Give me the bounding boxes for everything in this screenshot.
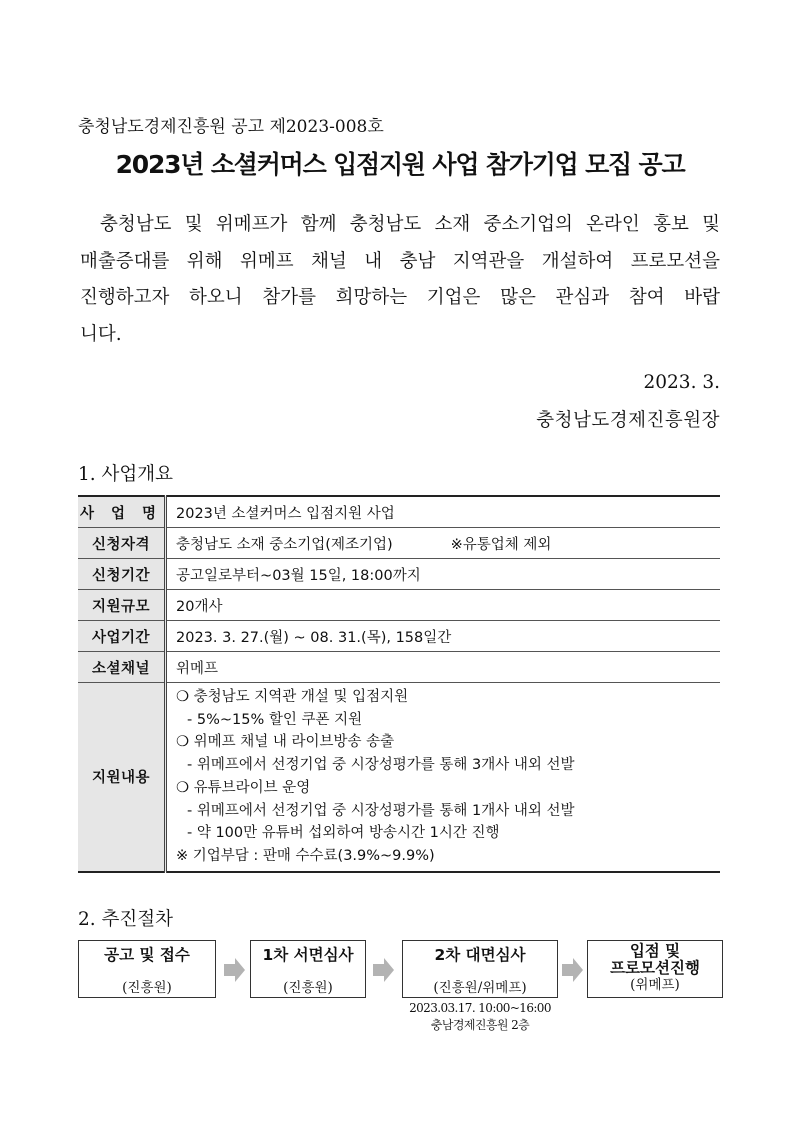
table-row [78,621,720,652]
support-item: ❍ 위메프 채널 내 라이브방송 송출 [176,734,395,751]
row-label: 지원내용 [78,683,166,872]
row-value [166,528,721,559]
table-row [78,652,720,683]
support-subitem: - 5%~15% 할인 쿠폰 지원 [187,711,363,728]
intro-line: 매출증대를 위해 위메프 채널 내 충남 지역관을 개설하여 프로모션을 [80,250,720,272]
arrow-right-icon [224,958,246,982]
arrow-right-icon [562,958,584,982]
eligibility-value: 충청남도 소재 중소기업(제조기업) [176,536,393,553]
step-org: (진흥원) [283,980,333,996]
section-heading-overview: 1. 사업개요 [78,464,174,485]
step-org: (진흥원) [122,980,172,996]
table-row [78,590,720,621]
table-row [78,496,720,528]
page-title: 2023년 소셜커머스 입점지원 사업 참가기업 모집 공고 [115,150,685,179]
intro-line: 니다. [80,323,122,345]
step-box-document-review [250,940,366,998]
support-subitem: - 약 100만 유튜버 섭외하여 방송시간 1시간 진행 [187,825,500,842]
step-box-announcement [78,940,216,998]
row-label: 사 업 명 [78,496,166,528]
row-value: 2023년 소셜커머스 입점지원 사업 [166,496,721,528]
row-value: 공고일로부터~03월 15일, 18:00까지 [166,559,721,590]
support-subitem: - 위메프에서 선정기업 중 시장성평가를 통해 1개사 내외 선발 [187,802,575,819]
intro-line: 진행하고자 하오니 참가를 희망하는 기업은 많은 관심과 참여 바랍 [80,287,720,308]
row-value: 2023. 3. 27.(월) ~ 08. 31.(목), 158일간 [166,621,721,652]
step-title-line2: 프로모션진행 [610,959,700,977]
interview-place: 충남경제진흥원 2층 [430,1018,530,1032]
step-title: 1차 서면심사 [262,946,354,964]
table-row [78,559,720,590]
notice-date: 2023. 3. [643,372,720,393]
arrow-right-icon [373,958,395,982]
row-value: 위메프 [166,652,721,683]
step-title: 2차 대면심사 [434,946,526,964]
step-org: (위메프) [630,977,680,993]
table-row [78,528,720,559]
intro-paragraph [80,207,720,353]
step-box-promotion [587,940,723,998]
eligibility-note: ※유통업체 제외 [450,536,552,553]
issuer-name: 충청남도경제진흥원장 [536,410,720,431]
row-label: 소셜채널 [78,652,166,683]
row-label: 신청자격 [78,528,166,559]
interview-time: 2023.03.17. 10:00~16:00 [409,1001,551,1015]
support-content [166,683,721,872]
row-value: 20개사 [166,590,721,621]
intro-line: 충청남도 및 위메프가 함께 충청남도 소재 중소기업의 온라인 홍보 및 [100,214,720,235]
section-heading-procedure: 2. 추진절차 [78,909,174,930]
support-item: ❍ 유튜브라이브 운영 [176,779,311,796]
row-label: 사업기간 [78,621,166,652]
table-row [78,683,720,872]
notice-number: 충청남도경제진흥원 공고 제2023-008호 [78,117,384,137]
row-label: 신청기간 [78,559,166,590]
support-subitem: - 위메프에서 선정기업 중 시장성평가를 통해 3개사 내외 선발 [187,757,575,774]
support-item: ❍ 충청남도 지역관 개설 및 입점지원 [176,689,409,705]
step-org: (진흥원/위메프) [433,980,527,996]
step-title: 입점 및 [629,942,681,960]
step-box-interview [402,940,558,998]
support-note: ※ 기업부담 : 판매 수수료(3.9%~9.9%) [176,847,435,864]
row-label: 지원규모 [78,590,166,621]
step-title: 공고 및 접수 [104,946,190,964]
overview-table [78,495,720,873]
